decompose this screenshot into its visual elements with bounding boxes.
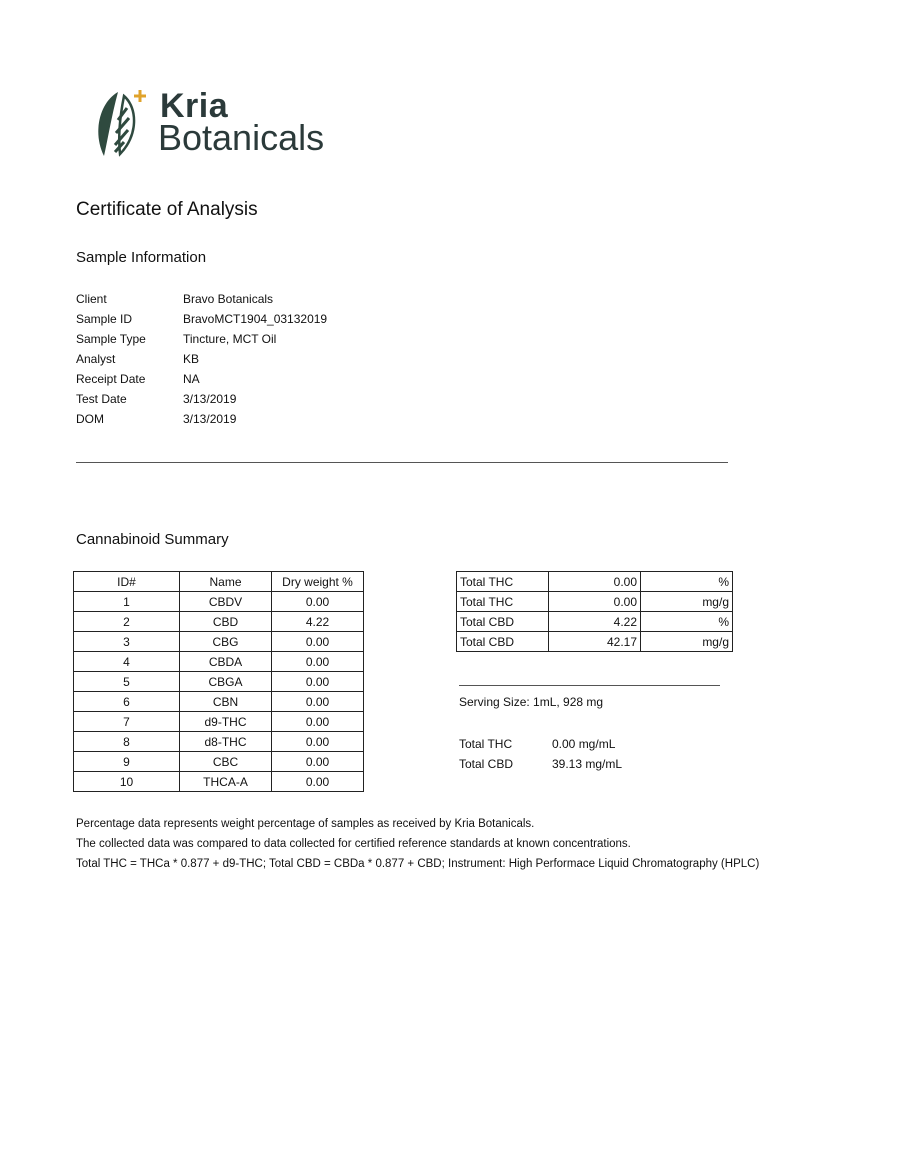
cell-id: 9 — [74, 752, 180, 772]
cell-name: d8-THC — [180, 732, 272, 752]
footnote: Percentage data represents weight percentage of samples as received by Kria Botanicals. — [76, 818, 535, 830]
cell-id: 6 — [74, 692, 180, 712]
per-serving-label: Total CBD — [459, 757, 514, 771]
table-row — [74, 732, 364, 752]
table-row — [74, 632, 364, 652]
cell-label: Total THC — [457, 572, 549, 592]
info-row — [76, 349, 327, 369]
info-label: Test Date — [76, 392, 127, 406]
cell-name: d9-THC — [180, 712, 272, 732]
table-row — [74, 592, 364, 612]
cell-id: 4 — [74, 652, 180, 672]
cell-value: 0.00 — [272, 772, 364, 792]
info-row — [76, 309, 327, 329]
cell-name: CBC — [180, 752, 272, 772]
document-title: Certificate of Analysis — [76, 199, 258, 220]
cannabinoid-table — [73, 571, 364, 792]
cell-name: CBN — [180, 692, 272, 712]
sample-info-list — [76, 289, 327, 429]
table-row — [457, 612, 733, 632]
cell-unit: mg/g — [641, 632, 733, 652]
info-row — [76, 369, 327, 389]
cell-name: CBG — [180, 632, 272, 652]
per-serving-label: Total THC — [459, 737, 513, 751]
per-serving-value: 39.13 mg/mL — [552, 757, 623, 771]
info-label: DOM — [76, 412, 104, 426]
sample-info-heading: Sample Information — [76, 249, 207, 266]
table-row — [74, 652, 364, 672]
logo-text-botanicals: Botanicals — [158, 117, 325, 158]
cell-label: Total CBD — [457, 612, 549, 632]
table-header-row — [74, 572, 364, 592]
column-header-dry-weight: Dry weight % — [272, 572, 364, 592]
totals-table — [456, 571, 733, 652]
cell-value: 4.22 — [549, 612, 641, 632]
logo-text-kria: Kria — [160, 87, 229, 125]
cell-value: 0.00 — [272, 712, 364, 732]
cell-id: 7 — [74, 712, 180, 732]
info-row — [76, 289, 327, 309]
table-row — [74, 672, 364, 692]
info-value: NA — [183, 372, 200, 386]
table-row — [74, 772, 364, 792]
cell-value: 0.00 — [272, 592, 364, 612]
per-serving-value: 0.00 mg/mL — [552, 737, 616, 751]
cell-value: 4.22 — [272, 612, 364, 632]
cannabinoid-summary-heading: Cannabinoid Summary — [76, 531, 229, 548]
info-row — [76, 329, 327, 349]
info-value: KB — [183, 352, 200, 366]
cell-id: 10 — [74, 772, 180, 792]
cell-unit: % — [641, 572, 733, 592]
column-header-id: ID# — [74, 572, 180, 592]
company-logo — [94, 88, 354, 160]
cell-value: 0.00 — [272, 732, 364, 752]
cell-unit: mg/g — [641, 592, 733, 612]
cell-value: 0.00 — [272, 632, 364, 652]
cell-id: 2 — [74, 612, 180, 632]
cell-id: 3 — [74, 632, 180, 652]
info-label: Analyst — [76, 352, 116, 366]
info-row — [76, 389, 327, 409]
cell-id: 5 — [74, 672, 180, 692]
serving-size: Serving Size: 1mL, 928 mg — [459, 695, 604, 709]
table-row — [74, 692, 364, 712]
per-serving-list — [459, 734, 622, 774]
table-row — [457, 572, 733, 592]
info-row — [76, 409, 327, 429]
info-label: Client — [76, 292, 107, 306]
table-row — [457, 632, 733, 652]
cell-name: THCA-A — [180, 772, 272, 792]
cell-name: CBD — [180, 612, 272, 632]
cell-value: 0.00 — [272, 652, 364, 672]
footnote: Total THC = THCa * 0.877 + d9-THC; Total CBD = CBDa * 0.877 + CBD; Instrument: High Performace Liquid Chromatography (HPLC) — [76, 858, 760, 870]
table-row — [74, 612, 364, 632]
table-row — [74, 712, 364, 732]
table-row — [74, 752, 364, 772]
cell-name: CBGA — [180, 672, 272, 692]
section-divider — [76, 462, 728, 463]
cell-value: 42.17 — [549, 632, 641, 652]
table-row — [457, 592, 733, 612]
cell-name: CBDV — [180, 592, 272, 612]
cell-id: 8 — [74, 732, 180, 752]
info-value: BravoMCT1904_03132019 — [183, 312, 328, 326]
per-serving-row — [459, 754, 622, 774]
cell-value: 0.00 — [549, 572, 641, 592]
info-label: Receipt Date — [76, 372, 146, 386]
info-value: Tincture, MCT Oil — [183, 332, 277, 346]
footnotes — [76, 814, 759, 874]
cell-label: Total THC — [457, 592, 549, 612]
cell-label: Total CBD — [457, 632, 549, 652]
serving-divider — [459, 685, 720, 686]
cell-id: 1 — [74, 592, 180, 612]
column-header-name: Name — [180, 572, 272, 592]
cell-value: 0.00 — [272, 752, 364, 772]
footnote: The collected data was compared to data collected for certified reference standards at known concentrations. — [76, 838, 631, 850]
cell-value: 0.00 — [272, 672, 364, 692]
info-value: 3/13/2019 — [183, 412, 237, 426]
info-label: Sample Type — [76, 332, 146, 346]
cell-value: 0.00 — [549, 592, 641, 612]
leaf-logo-icon — [94, 88, 156, 160]
cell-value: 0.00 — [272, 692, 364, 712]
info-label: Sample ID — [76, 312, 133, 326]
cell-unit: % — [641, 612, 733, 632]
per-serving-row — [459, 734, 622, 754]
cell-name: CBDA — [180, 652, 272, 672]
info-value: 3/13/2019 — [183, 392, 237, 406]
info-value: Bravo Botanicals — [183, 292, 274, 306]
